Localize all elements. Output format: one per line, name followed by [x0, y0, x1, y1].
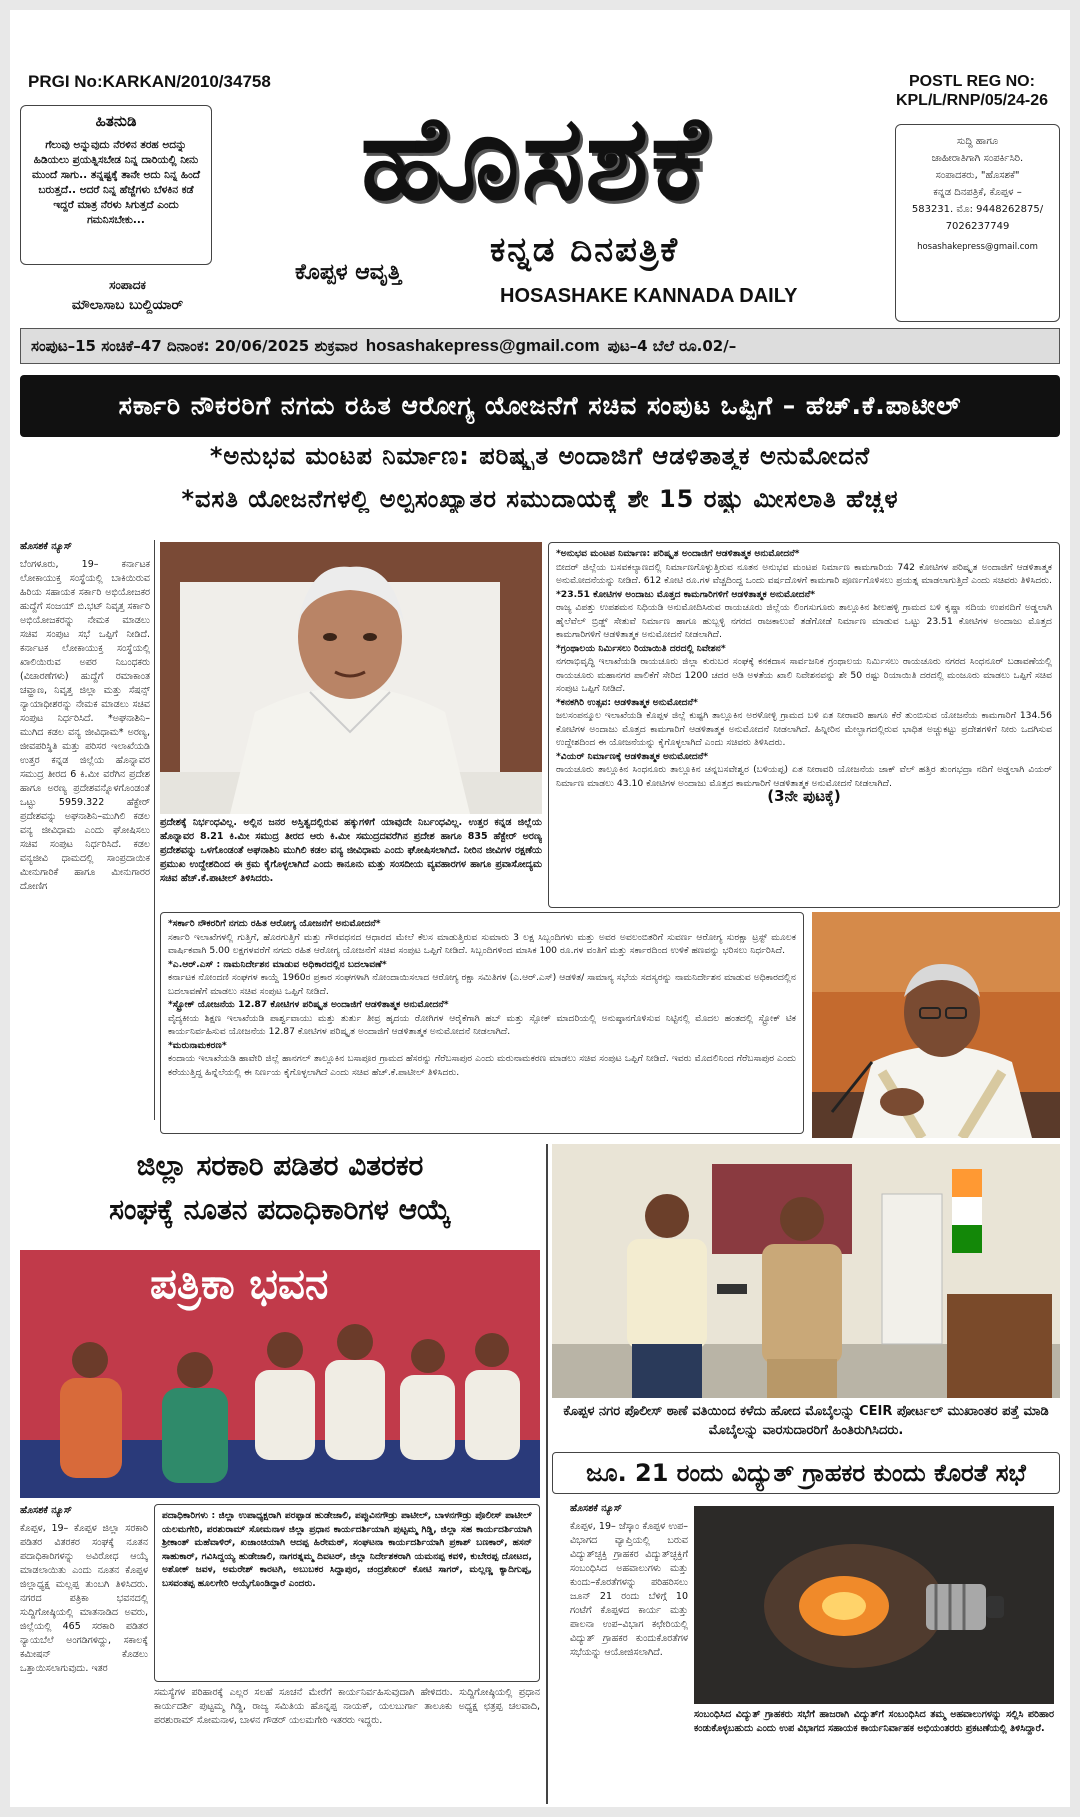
subhead-text: ರಾಯಚೂರು ತಾಲ್ಲೂಕಿನ ಸಿಂಧನೂರು ತಾಲ್ಲೂಕಿನ ಚನ್ನಬಸವೇಶ್ವರ (ಬಳಿಯಪ್ಪ) ಏತ ನೀರಾವರಿ ಯೋಜನೆಯ ಜಾಕ್ ವೆಲ್ ಹತ್ತಿರ ತುಂಗಭದ್ರಾ ನದಿಗೆ ಅಡ್ಡಲಾಗಿ ವಿಯರ್ ನಿರ್ಮಾಣ ಮಾಡಲು 43.10 ಕೋಟಿಗಳ ಅಂದಾಜು ಮೊತ್ತದ ಕಾಮಗಾರಿಗೆ ಆಡಳಿತಾತ್ಮಕ ಅನುಮೋದನೆ ನೀಡಲಾಗಿದೆ. — [556, 764, 1052, 789]
byline: ಹೊಸಶಕೆ ನ್ಯೂಸ್ — [570, 1503, 623, 1514]
story2-officebearers-box: ಪದಾಧಿಕಾರಿಗಳು : ಜಿಲ್ಲಾ ಉಪಾಧ್ಯಕ್ಷರಾಗಿ ಪರಪ್ಪಾಡ ಹುಡೇಜಾಲಿ, ಪಪ್ಪುವಿನಗೌಡ್ರು ಪಾಟೀಲ್, ಬಾಳನಗೌಡ್ರು ಪೊಲೀಸ್ ಪಾಟೀಲ್ ಯಲಮಗೇರಿ, ಪರಶುರಾಮ್ ಸೋಮನಾಳ ಜಿಲ್ಲಾ ಪ್ರಧಾನ ಕಾರ್ಯದರ್ಶಿಯಾಗಿ ಪುಟ್ಟಮ್ಮ ಗಿಡ್ಡಿ, ಜಿಲ್ಲಾ ಸಹ ಕಾರ್ಯದರ್ಶಿಯಾಗಿ ಶ್ರೀಕಾಂತ್ ಮಹೆವಾಳಿರ್, ಖಜಾಂಚಿಯಾಗಿ ಆದಪ್ಪ ಹಿರೇಮಠ್, ಸಂಘಟನಾ ಕಾರ್ಯದರ್ಶಿಯಾಗಿ ಪ್ರಕಾಶ್ ಬಣಕಾರ್, ಹಸನ್ ಸಾಹುಕಾರ್, ಗವಿಸಿದ್ದಯ್ಯ ಹುಡೇಜಾಲಿ, ನಾಗರತ್ನಮ್ಮ ದಿವಟರ್, ಜಿಲ್ಲಾ ನಿರ್ದೇಶಕರಾಗಿ ಯಮನಪ್ಪ ಕವಳಿ, ಕುಬೇರಪ್ಪ ದೋಟದ, ಅಶೋಕ್ ಜವಳ, ಅಮರೇಶ್ ಕಾರಟಗಿ, ಅಬುಬಕರ ಸಿದ್ದಾಪುರ, ಚಂದ್ರಶೇಖರ್ ಕೋಟಿ ಸಾಗರ್, ಮಲ್ಲಣ್ಣ ಕ್ಯಾದಿಗುಪ್ಪ, ಬಸವಂತಪ್ಪ ಹೂಲಗೇರಿ ಆಯ್ಕೆಗೊಂಡಿದ್ದಾರೆ ಎಂದರು. — [154, 1504, 540, 1682]
contact-line: ಕನ್ನಡ ದಿನಪತ್ರಿಕೆ, ಕೊಪ್ಪಳ – — [933, 187, 1022, 198]
subhead: *ಎ.ಆರ್.ಎಸ್ : ನಾಮನಿರ್ದೇಶನ ಮಾಡುವ ಅಧಿಕಾರದಲ್ಲಿನ ಬದಲಾವಣೆ* — [168, 958, 387, 970]
contact-line: ಸುದ್ದಿ ಹಾಗೂ — [956, 136, 999, 147]
prgi-number: PRGI No:KARKAN/2010/34758 — [28, 72, 271, 91]
postal-registration — [896, 72, 1048, 110]
story2-column — [20, 1504, 148, 1804]
contact-line: ಸಂಪಾದಕರು, "ಹೊಸಶಕೆ" — [935, 170, 1020, 181]
minister-photo — [160, 542, 542, 814]
edition-name: ಕೊಪ್ಪಳ ಆವೃತ್ತಿ — [295, 260, 402, 285]
press-meet-photo — [20, 1250, 540, 1498]
banner-text: ಪತ್ರಿಕಾ ಭವನ — [150, 1259, 329, 1308]
contact-box — [895, 124, 1060, 322]
subhead: *ಸರ್ಕಾರಿ ನೌಕರರಿಗೆ ನಗದು ರಹಿತ ಆರೋಗ್ಯ ಯೋಜನೆಗೆ ಅನುಮೋದನೆ* — [168, 918, 381, 929]
lead-story-right-box — [548, 542, 1060, 908]
contact-line: 583231. ಮೊ: 9448262875/ — [911, 204, 1044, 215]
quote-title: ಹಿತನುಡಿ — [95, 112, 137, 130]
contact-line: ಜಾಹೀರಾತಿಗಾಗಿ ಸಂಪರ್ಕಿಸಿರಿ. — [931, 153, 1024, 164]
subhead-text: ಕಂದಾಯ ಇಲಾಖೆಯಡಿ ಹಾವೇರಿ ಜಿಲ್ಲೆ ಹಾನಗಲ್ ತಾಲ್ಲೂಕಿನ ಬಸಾಪೂರ ಗ್ರಾಮದ ಹೆಸರನ್ನು ಗೆರೆಬಸಾಪುರ ಎಂದು ಮರುನಾಮಕರಣ ಮಾಡಲು ಸಚಿವ ಸಂಪುಟ ಒಪ್ಪಿಗೆ ನೀಡಿದೆ. ಇವರು ಮೊದಲಿನಿಂದ ಗೆರೆಬಸಾಪುರ ಎಂದು ಕರೆಯುತ್ತಿದ್ದ ಹಿನ್ನೆಲೆಯಲ್ಲಿ ಈ ನಿರ್ಣಯ ಕೈಗೊಳ್ಳಲಾಗಿದೆ ಎಂದು ಸಚಿವ ಹೆಚ್.ಕೆ.ಪಾಟೀಲ್ ತಿಳಿಸಿದರು. — [168, 1053, 796, 1078]
editor-block — [40, 275, 215, 315]
story2-headline-line2: ಸಂಘಕ್ಕೆ ನೂತನ ಪದಾಧಿಕಾರಿಗಳ ಆಯ್ಕೆ — [109, 1193, 451, 1226]
subhead: *ವಿಯರ್ ನಿರ್ಮಾಣಕ್ಕೆ ಆಡಳಿತಾತ್ಮಕ ಅನುಮೋದನೆ* — [556, 750, 709, 762]
lead-story-column — [20, 540, 150, 1120]
column-divider — [546, 1144, 548, 1804]
subhead: *23.51 ಕೋಟಿಗಳ ಅಂದಾಜು ಮೊತ್ತದ ಕಾಮಗಾರಿಗಳಿಗೆ ಆಡಳಿತಾತ್ಮಕ ಅನುಮೋದನೆ* — [556, 588, 815, 600]
daily-english: HOSASHAKE KANNADA DAILY — [500, 285, 798, 307]
lead-story-text: ಬೆಂಗಳೂರು, 19– ಕರ್ನಾಟಕ ಲೋಕಾಯುಕ್ತ ಸಂಸ್ಥೆಯಲ್ಲಿ ಬಾಕಿಯಿರುವ ಹಿರಿಯ ಸಹಾಯಕ ಸರ್ಕಾರಿ ಅಭಿಯೋಜಕರ ಹುದ್ದೆಗೆ ಸಂಜಯ್ ಬಿ.ಭಟ್ ನಿವೃತ್ತ ಸರ್ಕಾರಿ ಅಭಿಯೋಜಕರನ್ನು ನೇಮಕ ಮಾಡಲು ಸಚಿವ ಸಂಪುಟ ಸಭೆ ಒಪ್ಪಿಗೆ ನೀಡಿದೆ. ಕರ್ನಾಟಕ ಲೋಕಾಯುಕ್ತ ಸಂಸ್ಥೆಯಲ್ಲಿ ಖಾಲಿಯಿರುವ ಅಪರ ನಿಬಂಧಕರು (ವಿಚಾರಣೆಗಳು) ಹುದ್ದೆಗೆ ರಮಾಕಾಂತ ಚವ್ಹಾಣ, ನಿವೃತ್ತ ಜಿಲ್ಲಾ ಮತ್ತು ಸೆಷನ್ಸ್ ನ್ಯಾಯಾಧೀಶರನ್ನು ನೇಮಕ ಮಾಡಲು ಸಚಿವ ಸಂಪುಟ ನಿರ್ಧರಿಸಿದೆ. *ಅಘನಾಶಿನಿ–ಮುಗಿದ ಕಡಲ ವನ್ಯ ಜೀವಿಧಾಮ* ಅರಣ್ಯ, ಜೀವಪರಿಸ್ಥಿತಿ ಮತ್ತು ಪರಿಸರ ಇಲಾಖೆಯಡಿ ಉತ್ತರ ಕನ್ನಡ ಜಿಲ್ಲೆಯ ಹೊನ್ನಾವರ ಸಮುದ್ರ ತೀರದ 6 ಕಿ.ಮೀ ವರೆಗಿನ ಪ್ರದೇಶ ಹಾಗೂ ಅರಣ್ಯ ಪ್ರದೇಶವನ್ನೊಳಗೊಂಡಂತೆ ಒಟ್ಟು 5959.322 ಹೆಕ್ಟೇರ್ ಪ್ರದೇಶವನ್ನು ಅಘನಾಶಿನಿ–ಮುಗಿಲಿ ಕಡಲ ವನ್ಯ ಜೀವಿಧಾಮ ಎಂದು ಘೋಷಿಸಲು ಸಚಿವ ಸಂಪುಟ ನಿರ್ಧರಿಸಿದೆ. ಕಡಲ ವನ್ಯಜೀವಿ ಧಾಮದಲ್ಲಿ ಸಾಂಪ್ರದಾಯಿಕ ಮೀನುಗಾರಿಕೆ ಹಾಗೂ ಮೀನುಗಾರರ ದೋಣಿಗ — [20, 559, 150, 892]
lead-headline: ಸರ್ಕಾರಿ ನೌಕರರಿಗೆ ನಗದು ರಹಿತ ಆರೋಗ್ಯ ಯೋಜನೆಗೆ ಸಚಿವ ಸಂಪುಟ ಒಪ್ಪಿಗೆ – ಹೆಚ್.ಕೆ.ಪಾಟೀಲ್ — [20, 375, 1060, 437]
story2-tail-text: ಸಮಸ್ಯೆಗಳ ಪರಿಹಾರಕ್ಕೆ ಎಲ್ಲರ ಸಲಹೆ ಸೂಚನೆ ಮೇರೆಗೆ ಕಾರ್ಯನಿರ್ವಹಿಸುವುದಾಗಿ ಹೇಳಿದರು. ಸುದ್ದಿಗೋಷ್ಠಿಯಲ್ಲಿ ಪ್ರಧಾನ ಕಾರ್ಯದರ್ಶಿ ಪುಟ್ಟಮ್ಮ ಗಿಡ್ಡಿ, ರಾಜ್ಯ ಸಮಿತಿಯ ಹೊನ್ನಪ್ಪ ನಾಯಕ್, ಯಲಬುರ್ಗಾ ತಾಲೂಕು ಅಧ್ಯಕ್ಷ ಛತ್ರಪ್ಪ ಚಲವಾದಿ, ಪರಶುರಾಮ್ ಸೋಮನಾಳ, ಬಾಳನ ಗೌಡರ್ ಯಲಮಗೇರಿ ಇತರರು ಇದ್ದರು. — [154, 1687, 540, 1726]
subhead: *ಗ್ರಂಥಾಲಯ ನಿರ್ಮಿಸಲು ರಿಯಾಯಿತಿ ದರದಲ್ಲಿ ನಿವೇಶನ* — [556, 642, 726, 654]
editor-label: ಸಂಪಾದಕ — [109, 278, 146, 292]
story4-column — [570, 1502, 688, 1802]
byline: ಹೊಸಶಕೆ ನ್ಯೂಸ್ — [20, 1505, 73, 1516]
subhead-text: ಕರ್ನಾಟಕ ನೋಂದಣಿ ಸಂಘಗಳ ಕಾಯ್ದೆ 1960ರ ಪ್ರಕಾರ ಸಂಘಗಳಾಗಿ ನೋಂದಾಯಿಸಲಾದ ಆರೋಗ್ಯ ರಕ್ಷಾ ಸಮಿತಿಗಳ (ಎ.ಆರ್.ಎಸ್) ಆಡಳಿತ/ ಸಾಮಾನ್ಯ ಸಭೆಯ ಸದಸ್ಯರನ್ನು ನಾಮನಿರ್ದೇಶನ ಮಾಡುವ ಅಧಿಕಾರದಲ್ಲಿನ ಬದಲಾವಣೆಗೆ ಮಾಡಲು ಸಚಿವ ಸಂಪುಟ ಒಪ್ಪಿಗೆ ನೀಡಿದೆ. — [168, 972, 796, 997]
quote-text: ಗೆಲುವು ಅನ್ನುವುದು ನೆರಳಿನ ತರಹ ಅದನ್ನು ಹಿಡಿಯಲು ಪ್ರಯತ್ನಿಸಬೇಡ ನಿನ್ನ ದಾರಿಯಲ್ಲಿ ನೀನು ಮುಂದೆ ಸಾಗು.. ತನ್ನಷ್ಟಕ್ಕೆ ತಾನೇ ಅದು ನಿನ್ನ ಹಿಂದೆ ಬರುತ್ತದೆ.. ಅದರೆ ನಿನ್ನ ಹೆಜ್ಜೆಗಳು ಬೆಳಕಿನ ಕಡೆ ಇದ್ದರೆ ಮಾತ್ರ ನೆರಳು ಸಿಗುತ್ತದೆ ಎಂದು ಗಮನಿಸಬೇಕು... — [31, 139, 200, 226]
editor-name: ಮೌಲಾಸಾಬ ಬುಲ್ದಿಯಾರ್ — [71, 297, 184, 313]
subhead: *ಕನಕಗಿರಿ ಉತ್ಸವ: ಆಡಳಿತಾತ್ಮಕ ಅನುಮೋದನೆ* — [556, 696, 698, 708]
daily-kannada: ಕನ್ನಡ ದಿನಪತ್ರಿಕೆ — [490, 230, 680, 270]
dateline-email: hosashakepress@gmail.com — [365, 336, 600, 355]
subhead-text: ಬೀದರ್ ಜಿಲ್ಲೆಯ ಬಸವಕಲ್ಯಾಣದಲ್ಲಿ ನಿರ್ಮಾಣಗೊಳ್ಳುತ್ತಿರುವ ನೂತನ ಅನುಭವ ಮಂಟಪ ನಿರ್ಮಾಣ ಕಾಮಗಾರಿಯ 742 ಕೋಟಿಗಳ ಪರಿಷ್ಕೃತ ಅಂದಾಜಿಗೆ ಆಡಳಿತಾತ್ಮಕ ಅನುಮೋದನೆಯನ್ನು ನೀಡಿದೆ. 612 ಕೋಟಿ ರೂ.ಗಳ ವೆಚ್ಚದಿಂದ್ದ ಒಂದು ವರ್ಷದೊಳಗೆ ಕಾಮಗಾರಿ ಪೂರ್ಣಗೊಳಿಸಲು ಪ್ರಯತ್ನ ಮಾಡಲಾಗುತ್ತಿದೆ ಎಂದು ಸಚಿವರು ತಿಳಿಸಿದರು. — [556, 561, 1052, 586]
sub-headline-1: *ಅನುಭವ ಮಂಟಪ ನಿರ್ಮಾಣ: ಪರಿಷ್ಕೃತ ಅಂದಾಜಿಗೆ ಆಡಳಿತಾತ್ಮಕ ಅನುಮೋದನೆ — [209, 442, 871, 470]
lead-photo-caption: ಪ್ರದೇಶಕ್ಕೆ ನಿರ್ಭಂಧವಿಲ್ಲ. ಅಲ್ಲಿನ ಜನರ ಅಸ್ತಿತ್ವದಲ್ಲಿರುವ ಹಕ್ಕುಗಳಿಗೆ ಯಾವುದೇ ನಿರ್ಬಂಧವಿಲ್ಲ. ಉತ್ತರ ಕನ್ನಡ ಜಿಲ್ಲೆಯ ಹೊನ್ನಾವರ 8.21 ಕಿ.ಮೀ ಸಮುದ್ರ ತೀರದ ಆರು ಕಿ.ಮೀ ಸಮುದ್ರದವರೆಗಿನ ಪ್ರದೇಶ ಹಾಗೂ 835 ಹೆಕ್ಟೇರ್ ಅರಣ್ಯ ಪ್ರದೇಶವನ್ನು ಒಳಗೊಂಡಂತೆ ಅಘನಾಶಿನಿ ಮುಗಿಲಿ ಕಡಲ ವನ್ಯ ಜೀವಿಧಾಮ ಎಂದು ಘೋಷಿಸಲಾಗಿದೆ. ನೀರಿನ ಜೀವಿಗಳ ರಕ್ಷಣೆಯ ಪ್ರಮುಖ ಉದ್ದೇಶದಿಂದ ಈ ಕ್ರಮ ಕೈಗೊಳ್ಳಲಾಗಿದೆ ಎಂದು ಕಾನೂನು ಮತ್ತು ಸಂಸದೀಯ ವ್ಯವಹಾರಗಳ ಹಾಗೂ ಪ್ರವಾಸೋದ್ಯಮ ಸಚಿವ ಹೆಚ್.ಕೆ.ಪಾಟೀಲ್ ತಿಳಿಸಿದರು. — [160, 817, 542, 884]
story4-text: ಕೊಪ್ಪಳ, 19– ಜೆಸ್ಕಾಂ ಕೊಪ್ಪಳ ಉಪ–ವಿಭಾಗದ ವ್ಯಾಪ್ತಿಯಲ್ಲಿ ಬರುವ ವಿದ್ಯುತ್‌ಚ್ಛಕ್ತಿ ಗ್ರಾಹಕರ ವಿದ್ಯುತ್‌ಚ್ಛಕ್ತಿಗೆ ಸಂಬಂಧಿಸಿದ ಅಹವಾಲುಗಳು ಮತ್ತು ಕುಂದು–ಕೊರತೆಗಳನ್ನು ಪರಿಹರಿಸಲು ಜೂನ್ 21 ರಂದು ಬೆಳಿಗ್ಗೆ 10 ಗಂಟೆಗೆ ಕೊಪ್ಪಳದ ಕಾರ್ಯ ಮತ್ತು ಪಾಲನಾ ಉಪ–ವಿಭಾಗ ಕಛೇರಿಯಲ್ಲಿ ವಿದ್ಯುತ್ ಗ್ರಾಹಕರ ಕುಂದುಕೊರತೆಗಳ ಸಭೆಯನ್ನು ಆಯೋಜಿಸಲಾಗಿದೆ. — [570, 1521, 688, 1658]
subhead: *ಅನುಭವ ಮಂಟಪ ನಿರ್ಮಾಣ: ಪರಿಷ್ಕೃತ ಅಂದಾಜಿಗೆ ಆಡಳಿತಾತ್ಮಕ ಅನುಮೋದನೆ* — [556, 548, 800, 559]
contact-line: 7026237749 — [945, 221, 1010, 232]
dateline-bar — [20, 328, 1060, 364]
subhead-text: ಜಲಸಂಪನ್ಮೂಲ ಇಲಾಖೆಯಡಿ ಕೊಪ್ಪಳ ಜಿಲ್ಲೆ ಕುಷ್ಟಗಿ ತಾಲ್ಲೂಕಿನ ಅರಳೋಳ್ಳಿ ಗ್ರಾಮದ ಬಳಿ ಏತ ನೀರಾವರಿ ಹಾಗೂ ಕೆರೆ ತುಂಬಿಸುವ ಯೋಜನೆಯ ಕಾಮಗಾರಿಗೆ 134.56 ಕೋಟಿಗಳ ಅಂದಾಜು ಮೊತ್ತದ ಕಾಮಗಾರಿಗೆ ಆಡಳಿತಾತ್ಮಕ ಅನುಮೋದನೆ ನೀಡಲಾಗಿದೆ. ಹಿನ್ನೀರಿನ ಮೇಲ್ಭಾಗದಲ್ಲಿರುವ ಭಾಧಿತ ಅಚ್ಚುಕಟ್ಟು ಪ್ರದೇಶಗಳಿಗೆ ನೀರು ಒದಗಿಸುವ ಉದ್ದೇಶದಿಂದ ಈ ಯೋಜನೆಯನ್ನು ಕೈಗೊಳ್ಳಲಾಗಿದೆ ಎಂದು ಸಚಿವರು ತಿಳಿಸಿದರು. — [556, 710, 1052, 748]
contact-email: hosashakepress@gmail.com — [917, 242, 1038, 252]
bulb-photo-caption: ಸಂಬಂಧಿಸಿದ ವಿದ್ಯುತ್ ಗ್ರಾಹಕರು ಸಭೆಗೆ ಹಾಜರಾಗಿ ವಿದ್ಯುತ್‌ಗೆ ಸಂಬಂಧಿಸಿದ ತಮ್ಮ ಅಹವಾಲುಗಳನ್ನು ಸಲ್ಲಿಸಿ ಪರಿಹಾರ ಕಂಡುಕೊಳ್ಳಬಹುದು ಎಂದು ಉಪ ವಿಭಾಗದ ಸಹಾಯಕ ಕಾರ್ಯನಿರ್ವಾಹಕ ಅಭಿಯಂತರರು ಪ್ರಕಟಣೆಯಲ್ಲಿ ತಿಳಿಸಿದ್ದಾರೆ. — [694, 1709, 1054, 1734]
story2-headline-line1: ಜಿಲ್ಲಾ ಸರಕಾರಿ ಪಡಿತರ ವಿತರಕರ — [136, 1149, 424, 1182]
subhead-text: ರಾಜ್ಯ ವಿಪತ್ತು ಉಪಶಮನ ನಿಧಿಯಡಿ ಅನುಮೋದಿಸಿರುವ ರಾಯಚೂರು ಜಿಲ್ಲೆಯ ಲಿಂಗಸುಗೂರು ತಾಲ್ಲೂಕಿನ ಶೀಲಹಳ್ಳಿ ಗ್ರಾಮದ ಬಳಿ ಕೃಷ್ಣಾ ನದಿಯ ಉಪನದಿಗೆ ಅಡ್ಡಲಾಗಿ ಹೈಲೆವೆಲ್ ಬ್ರಿಡ್ಜ್ ಸೇತುವೆ ನಿರ್ಮಾಣ ಹಾಗೂ ಹುಬ್ಬಳ್ಳಿ ನಗರದ ರಾಜಕಾಲುವೆ ತಡೆಗೋಡೆ ನಿರ್ಮಾಣ ಮಾಡುವ ಒಟ್ಟು 23.51 ಕೋಟಿಗಳ ಅಂದಾಜು ಮೊತ್ತದ ಕಾಮಗಾರಿಗಳಿಗೆ ಆಡಳಿತಾತ್ಮಕ ಅನುಮೋದನೆ ನೀಡಲಾಗಿದೆ. — [556, 602, 1052, 640]
issue-info: ಸಂಪುಟ–15 ಸಂಚಿಕೆ–47 ದಿನಾಂಕ: 20/06/2025 ಶುಕ್ರವಾರ — [31, 337, 358, 355]
story2-headline — [20, 1144, 540, 1232]
police-photo — [552, 1144, 1060, 1398]
subhead: *ಮರುನಾಮಕರಣ* — [168, 1039, 227, 1051]
subhead-text: ಸರ್ಕಾರಿ ಇಲಾಖೆಗಳಲ್ಲಿ ಗುತ್ತಿಗೆ, ಹೊರಗುತ್ತಿಗೆ ಮತ್ತು ಗೌರವಧನದ ಆಧಾರದ ಮೇಲೆ ಕೆಲಸ ಮಾಡುತ್ತಿರುವ ಸುಮಾರು 3 ಲಕ್ಷ ಸಿಬ್ಬಂದಿಗಳು ಮತ್ತು ಅವರ ಅವಲಂಬಿತರಿಗೆ ಸುವರ್ಣ ಆರೋಗ್ಯ ಸುರಕ್ಷಾ ಟ್ರಸ್ಟ್ ಮೂಲಕ ವಾರ್ಷಿಕವಾಗಿ 5.00 ಲಕ್ಷಗಳವರೆಗೆ ನಗದು ರಹಿತ ಆರೋಗ್ಯ ಯೋಜನೆಗೆ ಸಚಿವ ಸಂಪುಟ ಒಪ್ಪಿಗೆ ನೀಡಿದೆ. ಸಿಬ್ಬಂದಿಗಳಿಂದ ಮಾಸಿಕ 100 ರೂ.ಗಳ ವಂತಿಗೆ ಮತ್ತು ಸರ್ಕಾರದಿಂದ ಉಳಿಕೆ ಹಣವನ್ನು ಭರಿಸಲು ನಿರ್ಧರಿಸಿದೆ. — [168, 931, 796, 956]
subhead-text: ವೈದ್ಯಕೀಯ ಶಿಕ್ಷಣ ಇಲಾಖೆಯಡಿ ಪಾರ್ಶ್ವವಾಯು ಮತ್ತು ತುರ್ತು ತೀವ್ರ ಹೃದಯ ರೋಗಿಗಳ ಆರೈಕೆಗಾಗಿ ಹಬ್ ಮತ್ತು ಸ್ಪೋಕ್ ಮಾದರಿಯಲ್ಲಿ ಅನುಷ್ಠಾನಗೊಳಿಸುವ ನಿಟ್ಟಿನಲ್ಲಿ ಮೊದಲ ಹಂತದಲ್ಲಿ ಸ್ಟ್ರೋಕ್ ಟಿಕ ಕಾರ್ಯನಿರ್ವಹಿಸುವ ಯೋಜನೆಯ 12.87 ಕೋಟಿಗಳ ಪರಿಷ್ಕೃತ ಅಂದಾಜಿಗೆ ಆಡಳಿತಾತ್ಮಕ ಅನುಮೋದನೆ ನೀಡಲಾಗಿದೆ. — [168, 1012, 796, 1037]
chief-minister-photo — [812, 912, 1060, 1138]
byline: ಹೊಸಶಕೆ ನ್ಯೂಸ್ — [20, 541, 73, 552]
police-photo-caption: ಕೊಪ್ಪಳ ನಗರ ಪೊಲೀಸ್ ಠಾಣೆ ವತಿಯಿಂದ ಕಳೆದು ಹೋದ ಮೊಬೈಲನ್ನು CEIR ಪೋರ್ಟಲ್ ಮುಖಾಂತರ ಪತ್ತೆ ಮಾಡಿ ಮೊಬೈಲನ್ನು ವಾರಸುದಾರರಿಗೆ ಹಿಂತಿರುಗಿಸಿದರು. — [563, 1404, 1049, 1438]
continued-note: (3ನೇ ಪುಟಕ್ಕೆ) — [767, 787, 841, 805]
sub-headline-2: *ವಸತಿ ಯೋಜನೆಗಳಲ್ಲಿ ಅಲ್ಪಸಂಖ್ಯಾತರ ಸಮುದಾಯಕ್ಕೆ ಶೇ 15 ರಷ್ಟು ಮೀಸಲಾತಿ ಹೆಚ್ಚಳ — [181, 485, 899, 513]
postal-line-2: KPL/L/RNP/05/24-26 — [895, 92, 1048, 109]
newspaper-page — [10, 10, 1070, 1807]
postal-line-1: POSTL REG NO: — [909, 73, 1035, 90]
story4-headline: ಜೂ. 21 ರಂದು ವಿದ್ಯುತ್ ಗ್ರಾಹಕರ ಕುಂದು ಕೊರತೆ ಸಭೆ — [552, 1452, 1060, 1494]
lead-story-middle-box — [160, 912, 804, 1134]
page-price: ಪುಟ–4 ಬೆಲೆ ರೂ.02/– — [607, 337, 737, 355]
bulb-photo — [694, 1506, 1054, 1704]
newspaper-logo: ಹೊಸಶಕೆ — [360, 90, 710, 226]
column-divider — [154, 540, 155, 1120]
subhead: *ಸ್ಟ್ರೋಕ್ ಯೋಜನೆಯ 12.87 ಕೋಟಿಗಳ ಪರಿಷ್ಕೃತ ಅಂದಾಜಿಗೆ ಆಡಳಿತಾತ್ಮಕ ಅನುಮೋದನೆ* — [168, 999, 449, 1010]
quote-box — [20, 105, 212, 265]
story2-text: ಕೊಪ್ಪಳ, 19– ಕೊಪ್ಪಳ ಜಿಲ್ಲಾ ಸರಕಾರಿ ಪಡಿತರ ವಿತರಕರ ಸಂಘಕ್ಕೆ ನೂತನ ಪದಾಧಿಕಾರಿಗಳನ್ನು ಅವಿರೋಧ ಆಯ್ಕೆ ಮಾಡಲಾಯಿತು ಎಂದು ನೂತನ ಕೊಪ್ಪಳ ಜಿಲ್ಲಾಧ್ಯಕ್ಷ ಮಲ್ಲಪ್ಪ ತುಂಬಗಿ ತಿಳಿಸಿದರು. ನಗರದ ಪತ್ರಿಕಾ ಭವನದಲ್ಲಿ ಸುದ್ದಿಗೋಷ್ಠಿಯಲ್ಲಿ ಮಾತನಾಡಿದ ಅವರು, ಜಿಲ್ಲೆಯಲ್ಲಿ 465 ಸರಕಾರಿ ಪಡಿತರ ನ್ಯಾಯಬೆಲೆ ಅಂಗಡಿಗಳಿದ್ದು, ಸಕಾಲಕ್ಕೆ ಕಮೀಷನ್ ಕೊಡಲು ಒತ್ತಾಯಿಸಲಾಗುವುದು. ಇತರ — [20, 1523, 148, 1674]
subhead-text: ನಗರಾಭಿವೃದ್ಧಿ ಇಲಾಖೆಯಡಿ ರಾಯಚೂರು ಜಿಲ್ಲಾ ಕುರುಬರ ಸಂಘಕ್ಕೆ ಕನಕದಾಸ ಸಾರ್ವಜನಿಕ ಗ್ರಂಥಾಲಯ ನಿರ್ಮಿಸಲು ರಾಯಚೂರು ನಗರದ ಸಿಂಧನೂರ್ ಬಡಾವಣೆಯಲ್ಲಿ ರಾಯಚೂರು ಮಹಾನಗರ ಪಾಲಿಕೆಗೆ ಸೇರಿದ 1200 ಚದರ ಅಡಿ ಅಳತೆಯ ಖಾಲಿ ನಿವೇಶನವನ್ನು ಶೇ 50 ರಷ್ಟು ರಿಯಾಯಿತಿ ದರದಲ್ಲಿ ಮಂಜೂರು ಮಾಡಲು ಒಪ್ಪಿಗೆ ಸಚಿವ ಸಂಪುಟ ಒಪ್ಪಿಗೆ ನೀಡಿದೆ. — [556, 656, 1052, 694]
